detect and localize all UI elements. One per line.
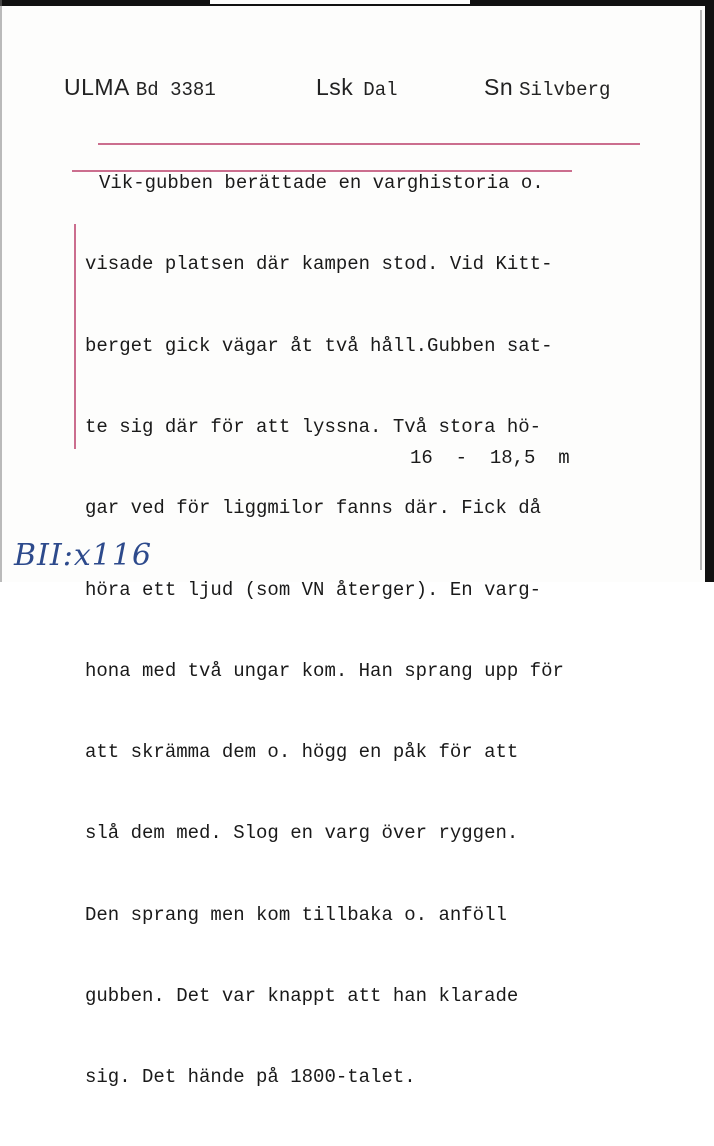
text-line: Vik-gubben berättade en varghistoria o. [99,172,544,195]
story-text [85,116,685,1146]
red-margin-line [74,224,76,449]
volume-number: Bd 3381 [135,79,216,101]
text-line: gar ved för liggmilor fanns där. Fick då [85,497,542,520]
text-line: gubben. Det var knappt att han klarade [85,985,519,1007]
province-label: Lsk [316,74,354,100]
archive-field [64,74,216,110]
province-field [316,74,398,110]
province-value: Dal [363,79,398,101]
card-edge-line [700,10,702,570]
measurement-range: 16 - 18,5 m [410,447,570,469]
scan-border-left [0,0,2,582]
text-line: visade platsen där kampen stod. Vid Kitt- [85,253,553,276]
scan-border-right [705,0,714,582]
parish-label: Sn [484,74,514,100]
text-line: höra ett ljud (som VN återger). En varg- [85,578,542,601]
handwritten-signum: BII:x116 [14,538,153,573]
text-line: sig. Det hände på 1800-talet. [85,1066,416,1089]
text-line: te sig där för att lyssna. Två stora hö- [85,416,542,439]
text-line: berget gick vägar åt två håll.Gubben sat- [85,334,553,357]
scan-border-gap [210,0,470,4]
text-line: slå dem med. Slog en varg över ryggen. [85,822,519,845]
parish-value: Silvberg [519,79,611,101]
text-line: Den sprang men kom tillbaka o. anföll [85,903,507,926]
text-line: att skrämma dem o. högg en påk för att [85,741,519,764]
text-line: hona med två ungar kom. Han sprang upp för [85,659,564,682]
archive-label: ULMA [64,74,130,100]
parish-field [484,74,610,110]
